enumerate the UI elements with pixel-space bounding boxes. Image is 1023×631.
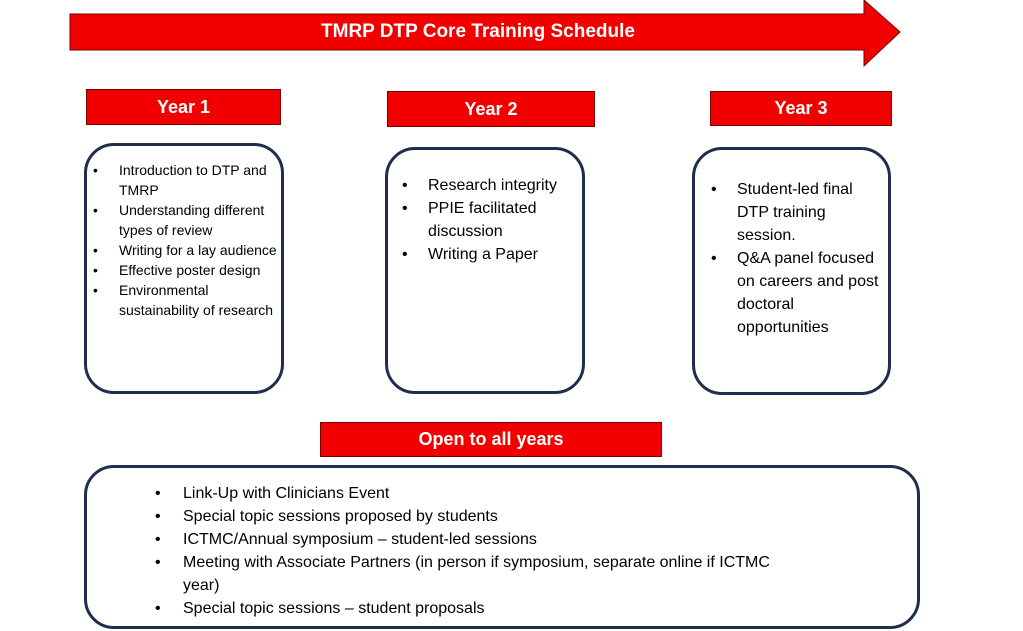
list-item: • Link-Up with Clinicians Event [87,482,787,505]
open-to-all-list [87,482,787,620]
open-to-all-header: Open to all years [320,422,662,457]
list-item: • Q&A panel focused on careers and post doctoral opportunities [695,247,885,339]
list-item: • ICTMC/Annual symposium – student-led sessions [87,528,787,551]
list-item: • Introduction to DTP and TMRP [87,160,287,200]
year-1-panel [84,143,284,394]
list-item: • Meeting with Associate Partners (in person if symposium, separate online if ICTMC year) [87,551,787,597]
year-3-panel [692,147,891,395]
year-1-header: Year 1 [86,89,281,125]
year-2-panel [385,147,585,394]
list-item: • Special topic sessions – student proposals [87,597,787,620]
year-3-header: Year 3 [710,91,892,126]
list-item: • PPIE facilitated discussion [388,197,578,243]
year-2-header: Year 2 [387,91,595,127]
year-3-list [695,178,885,339]
list-item: • Special topic sessions proposed by students [87,505,787,528]
list-item: • Writing for a lay audience [87,240,287,260]
year-2-list [388,174,578,266]
list-item: • Understanding different types of review [87,200,287,240]
schedule-title: TMRP DTP Core Training Schedule [321,21,635,42]
open-to-all-panel [84,465,920,629]
year-1-list [87,160,287,320]
list-item: • Research integrity [388,174,578,197]
list-item: • Writing a Paper [388,243,578,266]
list-item: • Student-led final DTP training session. [695,178,885,247]
list-item: • Effective poster design [87,260,287,280]
list-item: • Environmental sustainability of research [87,280,287,320]
